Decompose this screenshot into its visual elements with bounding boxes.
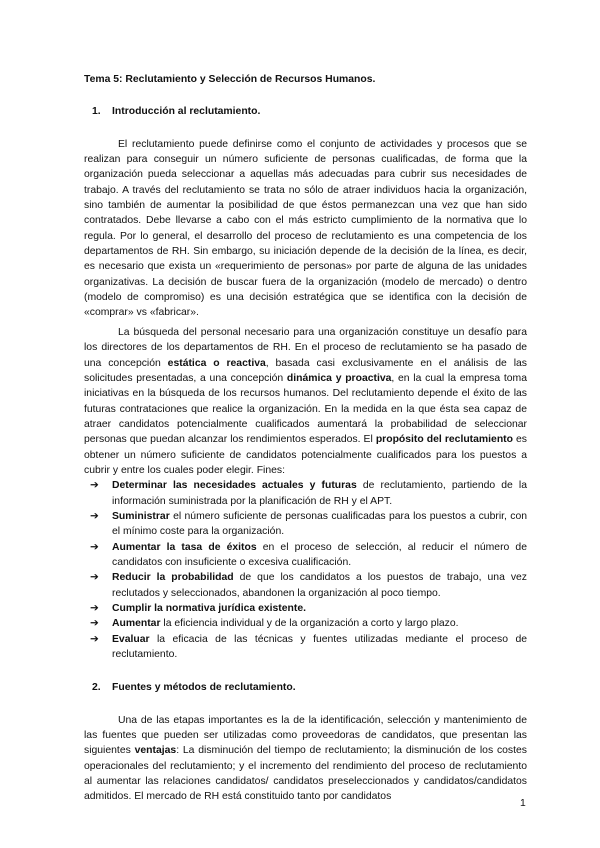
section-2-heading [84, 680, 527, 695]
arrow-icon: ➔ [90, 572, 99, 584]
goal-bold: Determinar las necesidades actuales y futuras [112, 480, 357, 492]
goal-text: de reclutamiento, partiendo de la información suministrada por la planificación de RH y el APT. [112, 480, 527, 507]
arrow-icon: ➔ [90, 510, 99, 522]
section-1-paragraph-1: El reclutamiento puede definirse como el conjunto de actividades y procesos que se realizan para conseguir un número suficiente de personas cualificadas, de forma que la organización pueda seleccionar a aquellas más adecuadas para cubrir sus necesidades de trabajo. A través del reclutamiento se trata no sólo de atraer individuos hacia la organización, sino también de aumentar la posibilidad de que éstos permanezcan una vez que han sido contratados. Debe llevarse a cabo con el más estricto cumplimiento de la normativa que lo regula. Por lo general, el desarrollo del proceso de reclutamiento es una competencia de los departamentos de RH. Sin embargo, su iniciación depende de la decisión de la línea, es decir, es necesario que exista un «requerimiento de personas» por parte de alguna de las unidades organizativas. La decisión de buscar fuera de la organización (modelo de mercado) o dentro (modelo de compromiso) es una decisión estratégica que se identifica con la decisión de «comprar» vs «fabricar». [84, 138, 527, 319]
section-2-paragraph-1 [84, 713, 527, 805]
goal-item [84, 616, 527, 631]
bold-term: ventajas [134, 745, 177, 757]
section-1-paragraph-2 [84, 325, 527, 478]
arrow-icon: ➔ [90, 633, 99, 645]
goal-item [84, 509, 527, 540]
document-title: Tema 5: Reclutamiento y Selección de Recursos Humanos. [84, 74, 376, 85]
goal-bold: Reducir la probabilidad [112, 572, 234, 584]
section-1-title: Introducción al reclutamiento. [112, 106, 261, 118]
goal-text: el número suficiente de personas cualificadas para los puestos a cubrir, con el mínimo coste para la organización. [112, 510, 527, 538]
document-body [84, 72, 527, 805]
bold-term: propósito del reclutamiento [375, 434, 513, 446]
bold-term: dinámica y proactiva [286, 372, 392, 384]
goals-list [84, 478, 527, 662]
goal-bold: Aumentar [112, 618, 161, 630]
goal-text: la eficacia de las técnicas y fuentes utilizadas mediante el proceso de reclutamiento. [112, 633, 527, 661]
page-number: 1 [520, 798, 526, 809]
goal-text: la eficiencia individual y de la organización a corto y largo plazo. [160, 618, 459, 630]
goal-bold: Suministrar [112, 510, 170, 522]
goal-bold: Cumplir la normativa jurídica existente. [112, 603, 307, 614]
goal-bold: Evaluar [112, 633, 150, 645]
goal-item [84, 601, 527, 616]
arrow-icon: ➔ [90, 480, 99, 492]
arrow-icon: ➔ [90, 603, 99, 614]
text-run: , en la cual la empresa toma iniciativas en la búsqueda de los recursos humanos. Del reclutamiento depende el éxito de las futuras contrataciones que realice la organización. En la medida en la que ésta sea capaz de atraer candidatos potencialmente cualificados aumentará la probabilidad de seleccionar personas que puedan alcanzar los rendimientos esperados. El [84, 372, 527, 446]
text-run: es obtener un número suficiente de candidatos potencialmente cualificados para los puestos a cubrir y entre los cuales poder elegir. Fines: [84, 434, 528, 476]
section-1-number: 1. [92, 106, 101, 118]
text-run: Una de las etapas importantes es la de la identificación, selección y mantenimiento de las fuentes que pueden ser utilizadas como proveedoras de candidatos, que presentan las siguientes [84, 714, 527, 757]
section-2-title: Fuentes y métodos de reclutamiento. [112, 682, 296, 694]
goal-item [84, 570, 527, 601]
arrow-icon: ➔ [90, 541, 99, 553]
text-run: , basada casi exclusivamente en el análisis de las solicitudes presentadas, a una concepción [84, 357, 527, 384]
section-2-number: 2. [92, 682, 101, 694]
goal-bold: Aumentar la tasa de éxitos [112, 541, 257, 553]
bold-term: estática o reactiva [167, 357, 266, 369]
text-run: La búsqueda del personal necesario para una organización constituye un desafío para los directores de los departamentos de RH. En el proceso de reclutamiento se ha pasado de una concepción [84, 326, 527, 369]
goal-item [84, 632, 527, 663]
goal-item [84, 478, 527, 509]
goal-text: en el proceso de selección, al reducir el número de candidatos con insuficiente o excesiva cualificación. [112, 541, 527, 568]
arrow-icon: ➔ [90, 618, 99, 630]
goal-text: de que los candidatos a los puestos de trabajo, una vez reclutados y seleccionados, abandonen la organización al poco tiempo. [112, 572, 527, 599]
text-run: : La disminución del tiempo de reclutamiento; la disminución de los costes operacionales del reclutamiento; y el incremento del rendimiento del proceso de reclutamiento al aumentar las relaciones candidatos/ candidatos preseleccionados y candidatos/candidatos admitidos. El mercado de RH está constituido tanto por candidatos [84, 745, 527, 803]
section-1-heading [84, 104, 527, 119]
goal-item [84, 540, 527, 571]
